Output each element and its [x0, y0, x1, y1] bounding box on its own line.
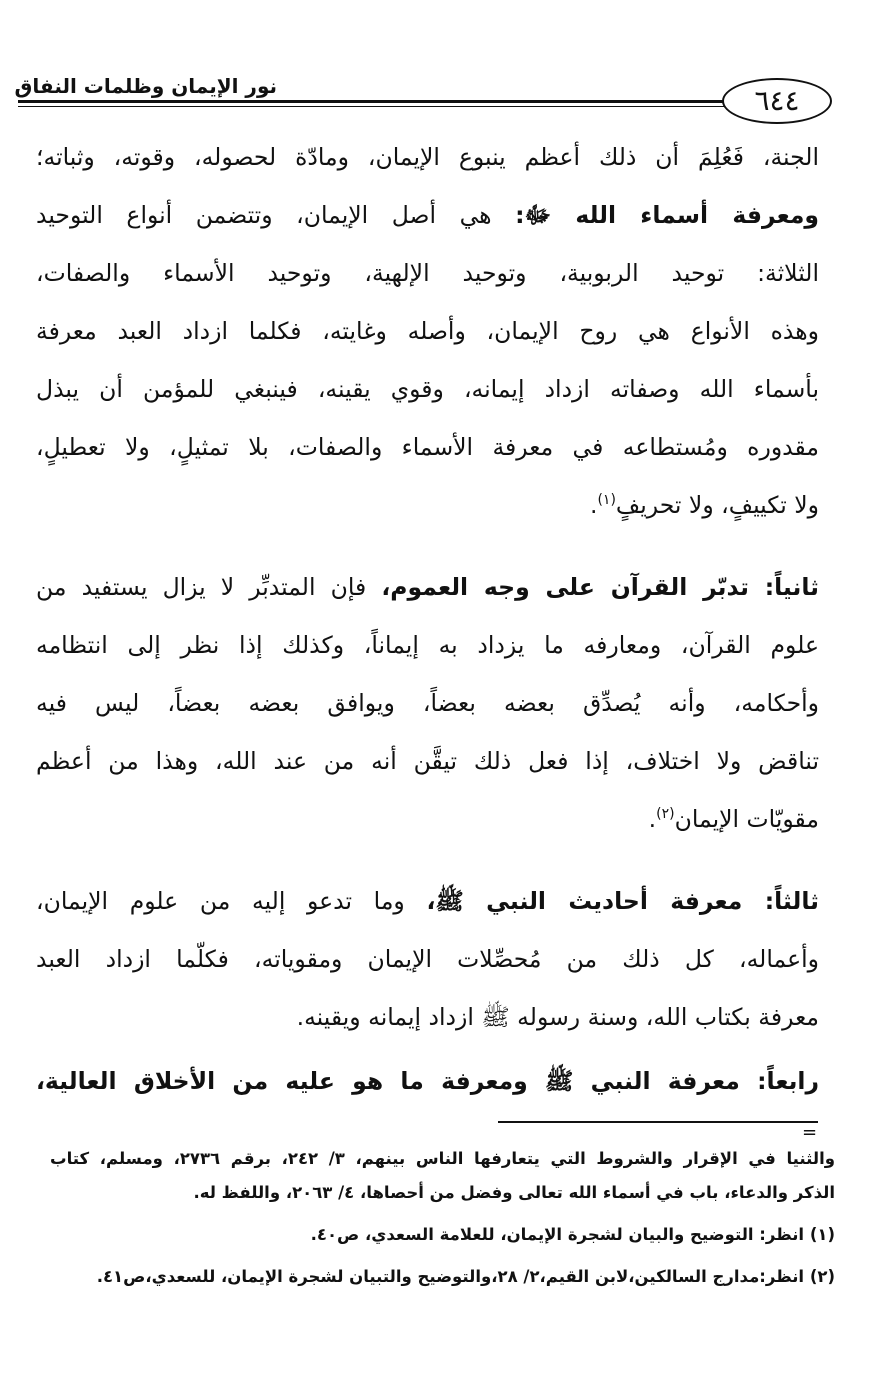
line-text: ولا تكييفٍ، ولا تحريفٍ	[615, 491, 819, 519]
text-line: معرفة بكتاب الله، وسنة رسوله ﷺ ازداد إيمانه ويقينه.	[296, 1003, 819, 1031]
footnote-line: والثنيا في الإقرار والشروط التي يتعارفها الناس بينهم، ٣/ ٢٤٢، برقم ٢٧٣٦، ومسلم، كتاب	[50, 1149, 835, 1168]
footnotes	[50, 1142, 835, 1294]
footnote-line: (١) انظر: التوضيح والبيان لشجرة الإيمان، للعلامة السعدي، ص٤٠.	[310, 1225, 835, 1244]
continuation-mark: =	[802, 1122, 818, 1143]
footnote-ref: (٢)	[656, 806, 675, 823]
text-line: تناقض ولا اختلاف، إذا فعل ذلك تيقَّن أنه من عند الله، وهذا من أعظم	[36, 747, 819, 775]
main-text	[36, 128, 819, 1110]
text-line	[36, 186, 819, 244]
line-text: هي أصل الإيمان، وتتضمن أنواع التوحيد	[36, 201, 492, 229]
running-header-title: نور الإيمان وظلمات النفاق	[14, 74, 277, 98]
text-line: وهذه الأنواع هي روح الإيمان، وأصله وغايته، فكلما ازداد العبد معرفة	[36, 317, 819, 345]
line-text: وما تدعو إليه من علوم الإيمان،	[36, 887, 405, 915]
page-number: ٦٤٤	[722, 78, 832, 124]
text-line: مقدوره ومُستطاعه في معرفة الأسماء والصفات، بلا تمثيلٍ، ولا تعطيلٍ،	[36, 433, 819, 461]
footnote-line: الذكر والدعاء، باب في أسماء الله تعالى وفضل من أحصاها، ٤/ ٢٠٦٣، واللفظ له.	[193, 1183, 835, 1202]
footnote-ref: (١)	[597, 492, 616, 509]
text-line: وأعماله، كل ذلك من مُحصِّلات الإيمان ومقوياته، فكلّما ازداد العبد	[36, 945, 819, 973]
line-text: مقويّات الإيمان	[674, 805, 819, 833]
footnote-line: (٢) انظر:مدارج السالكين،لابن القيم،٢/ ٢٨،والتوضيح والتبيان لشجرة الإيمان، للسعدي،ص٤١.	[96, 1267, 835, 1286]
text-line	[36, 872, 819, 930]
period: .	[589, 491, 598, 519]
bold-lead: ثانياً: تدبّر القرآن على وجه العموم،	[381, 573, 819, 601]
text-line: الثلاثة: توحيد الربوبية، وتوحيد الإلهية، وتوحيد الأسماء والصفات،	[36, 259, 819, 287]
bold-lead: ثالثاً: معرفة أحاديث النبي ﷺ،	[426, 887, 819, 915]
line-text: فإن المتدبِّر لا يزال يستفيد من	[36, 573, 367, 601]
header-rule-thin	[18, 106, 730, 107]
text-line-bold	[36, 1052, 819, 1110]
bold-lead: ومعرفة أسماء الله ﷻ:	[515, 201, 819, 229]
text-line: الجنة، فَعُلِمَ أن ذلك أعظم ينبوع الإيمان، ومادّة لحصوله، وقوته، وثباته؛	[36, 143, 819, 171]
text-line: علوم القرآن، ومعارفه ما يزداد به إيماناً، وكذلك إذا نظر إلى انتظامه	[36, 631, 819, 659]
header-rule	[18, 100, 730, 103]
text-line: وأحكامه، وأنه يُصدِّق بعضه بعضاً، ويوافق بعضه بعضاً، ليس فيه	[36, 689, 819, 717]
text-line	[36, 476, 819, 534]
bold-line: رابعاً: معرفة النبي ﷺ ومعرفة ما هو عليه من الأخلاق العالية،	[36, 1067, 819, 1095]
text-line	[36, 558, 819, 616]
footnote-separator	[498, 1121, 818, 1123]
text-line	[36, 790, 819, 848]
text-line: بأسماء الله وصفاته ازداد إيمانه، وقوي يقينه، فينبغي للمؤمن أن يبذل	[36, 375, 819, 403]
period: .	[648, 805, 657, 833]
